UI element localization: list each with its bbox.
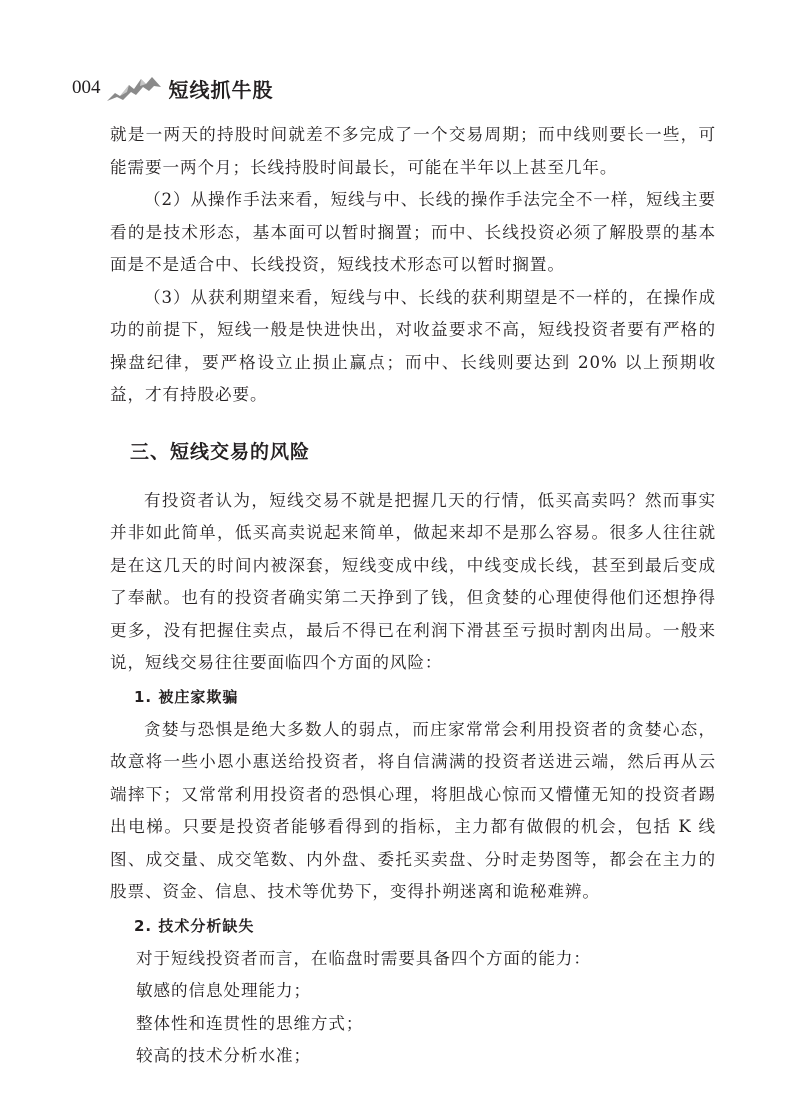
page-body xyxy=(110,119,716,1073)
list-item: 整体性和连贯性的思维方式； xyxy=(136,1013,364,1033)
mountain-logo-icon xyxy=(105,73,163,103)
subheading-technical-analysis: 2. 技术分析缺失 xyxy=(134,916,255,935)
paragraph-banker-deception: 贪婪与恐惧是绝大多数人的弱点，而庄家常常会利用投资者的贪婪心态，故意将一些小恩小惠送给投资者，将自信满满的投资者送进云端，然后再从云端摔下；又常常利用投资者的恐惧心理，将胆战心惊而又懵懂无知的投资者踢出电梯。只要是投资者能够看得到的指标，主力都有做假的机会，包括 K 线图、成交量、成交笔数、内外盘、委托买卖盘、分时走势图等，都会在主力的股票、资金、信息、技术等优势下，变得扑朔迷离和诡秘难辨。 xyxy=(110,719,716,901)
section-intro-paragraph: 有投资者认为，短线交易不就是把握几天的行情，低买高卖吗？然而事实并非如此简单，低买高卖说起来简单，做起来却不是那么容易。很多人往往就是在这几天的时间内被深套，短线变成中线，中线变成长线，甚至到最后变成了奉献。也有的投资者确实第二天挣到了钱，但贪婪的心理使得他们还想挣得更多，没有把握住卖点，最后不得已在利润下滑甚至亏损时割肉出局。一般来说，短线交易往往要面临四个方面的风险： xyxy=(110,490,716,672)
page-header xyxy=(72,70,274,106)
page-number: 004 xyxy=(72,77,101,98)
subheading-banker-deception: 1. 被庄家欺骗 xyxy=(134,687,239,706)
book-title: 短线抓牛股 xyxy=(168,77,274,102)
paragraph-profit-expectation: （3）从获利期望来看，短线与中、长线的获利期望是不一样的，在操作成功的前提下，短线一般是快进快出，对收益要求不高，短线投资者要有严格的操盘纪律，要严格设立止损止赢点；而中、长线则要达到 20% 以上预期收益，才有持股必要。 xyxy=(110,287,716,404)
section-heading: 三、短线交易的风险 xyxy=(130,440,311,463)
list-item: 较高的技术分析水准； xyxy=(136,1046,311,1065)
paragraph-continuation: 就是一两天的持股时间就差不多完成了一个交易周期；而中线则要长一些，可能需要一两个月；长线持股时间最长，可能在半年以上甚至几年。 xyxy=(110,125,716,177)
ability-intro: 对于短线投资者而言，在临盘时需要具备四个方面的能力： xyxy=(136,948,591,968)
list-item: 敏感的信息处理能力； xyxy=(136,981,311,1000)
paragraph-operation-method: （2）从操作手法来看，短线与中、长线的操作手法完全不一样，短线主要看的是技术形态，基本面可以暂时搁置；而中、长线投资必须了解股票的基本面是不是适合中、长线投资，短线技术形态可以暂时搁置。 xyxy=(110,190,716,274)
